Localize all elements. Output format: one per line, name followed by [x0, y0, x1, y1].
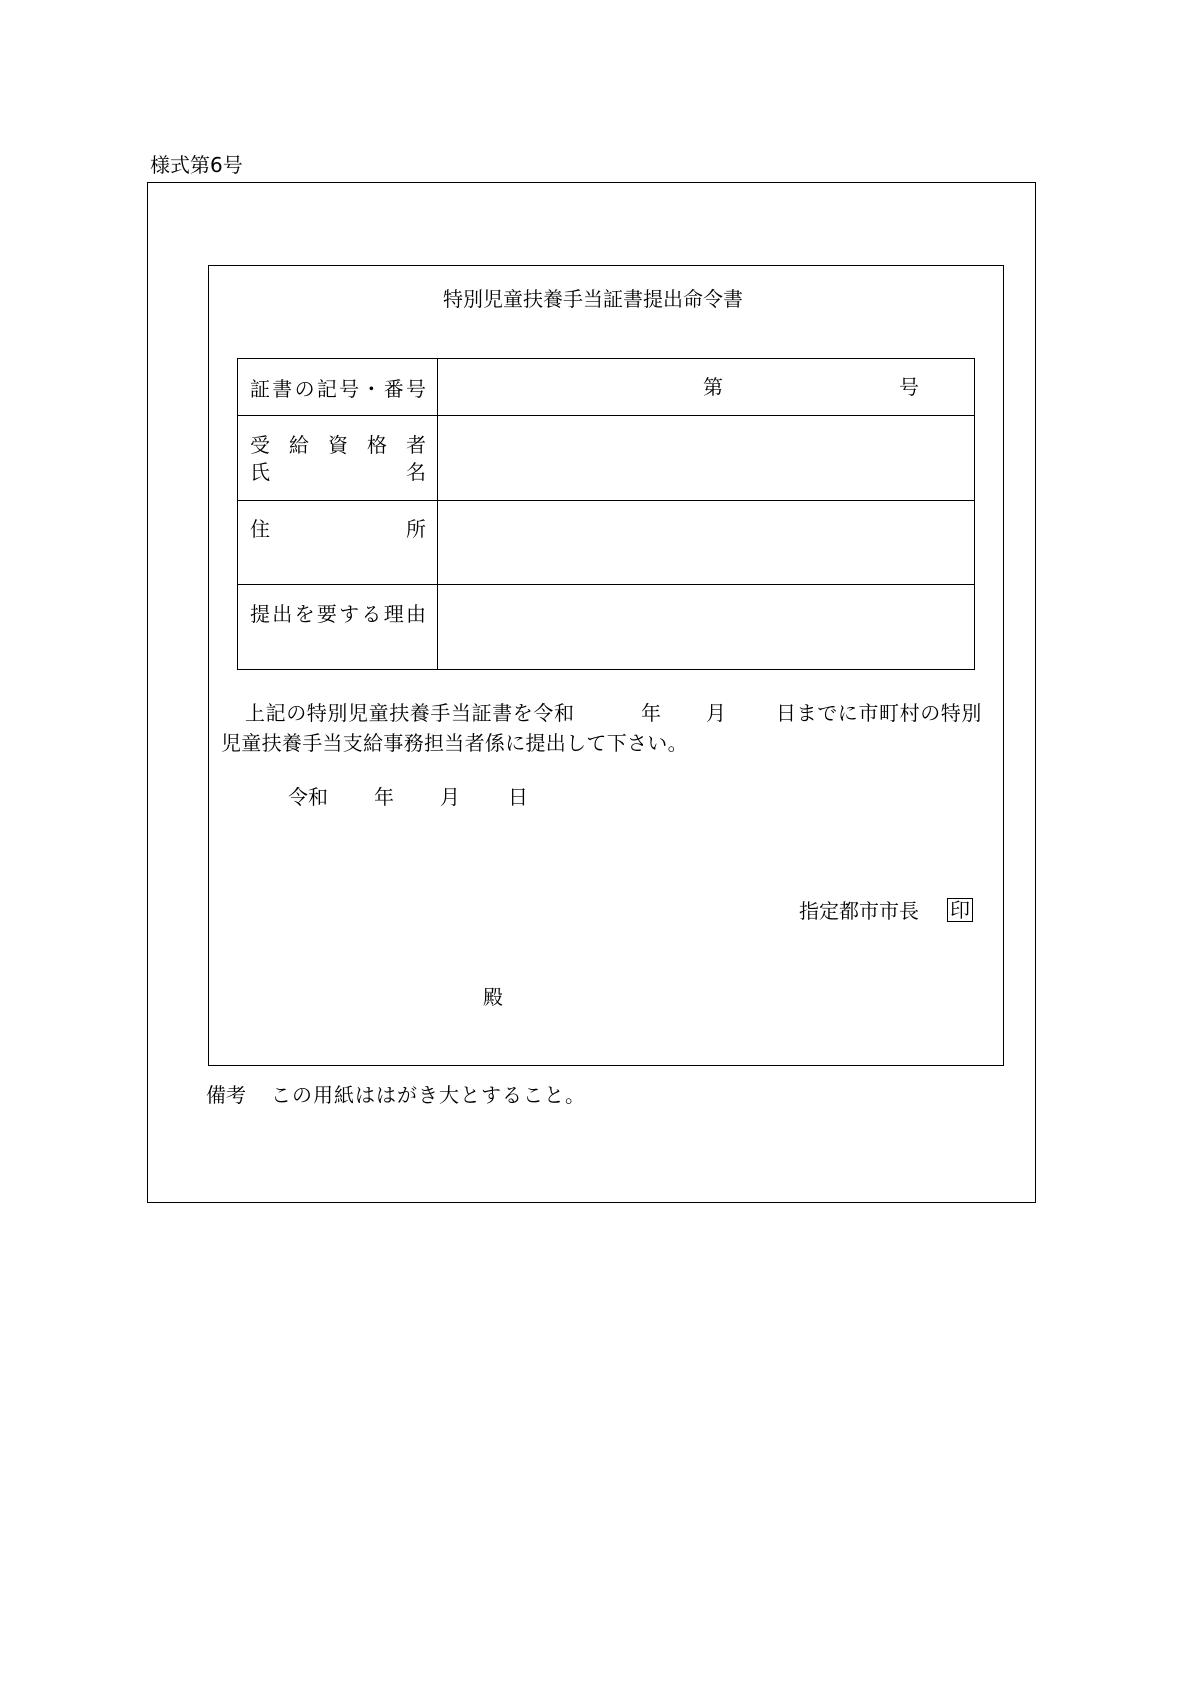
document-title: 特別児童扶養手当証書提出命令書: [443, 287, 743, 311]
date-year: 年: [374, 785, 394, 809]
form-number: 様式第6号: [150, 153, 243, 177]
label-reason: 提出を要する理由: [250, 602, 426, 626]
instruction-text-b: 日までに市町村の特別: [776, 701, 982, 725]
addressee-suffix: 殿: [483, 985, 503, 1009]
reason-field[interactable]: [440, 586, 973, 668]
instruction-text-a: 上記の特別児童扶養手当証書を令和: [245, 701, 575, 725]
certificate-number-prefix: 第: [703, 375, 723, 399]
recipient-name-field[interactable]: [440, 417, 973, 498]
instruction-text-line2: 児童扶養手当支給事務担当者係に提出して下さい。: [221, 731, 688, 755]
date-day: 日: [508, 785, 528, 809]
row-divider: [237, 415, 975, 416]
certificate-number-suffix: 号: [899, 375, 919, 399]
label-recipient-line2: 氏名: [250, 460, 426, 484]
row-divider: [237, 584, 975, 585]
column-divider: [437, 358, 438, 670]
deadline-month-label: 月: [706, 701, 726, 725]
note-text: この用紙ははがき大とすること。: [271, 1083, 586, 1107]
issuer-title: 指定都市市長: [799, 899, 919, 923]
seal-mark: 印: [947, 898, 973, 922]
address-field[interactable]: [440, 502, 973, 582]
deadline-year-label: 年: [641, 701, 661, 725]
row-divider: [237, 500, 975, 501]
label-recipient-line1: 受給資格者: [250, 433, 426, 457]
certificate-number-field[interactable]: [440, 360, 690, 413]
label-address: 住所: [250, 517, 426, 541]
label-certificate-number: 証書の記号・番号: [250, 377, 426, 401]
date-era: 令和: [288, 785, 328, 809]
note-label: 備考: [206, 1083, 246, 1107]
date-month: 月: [440, 785, 460, 809]
